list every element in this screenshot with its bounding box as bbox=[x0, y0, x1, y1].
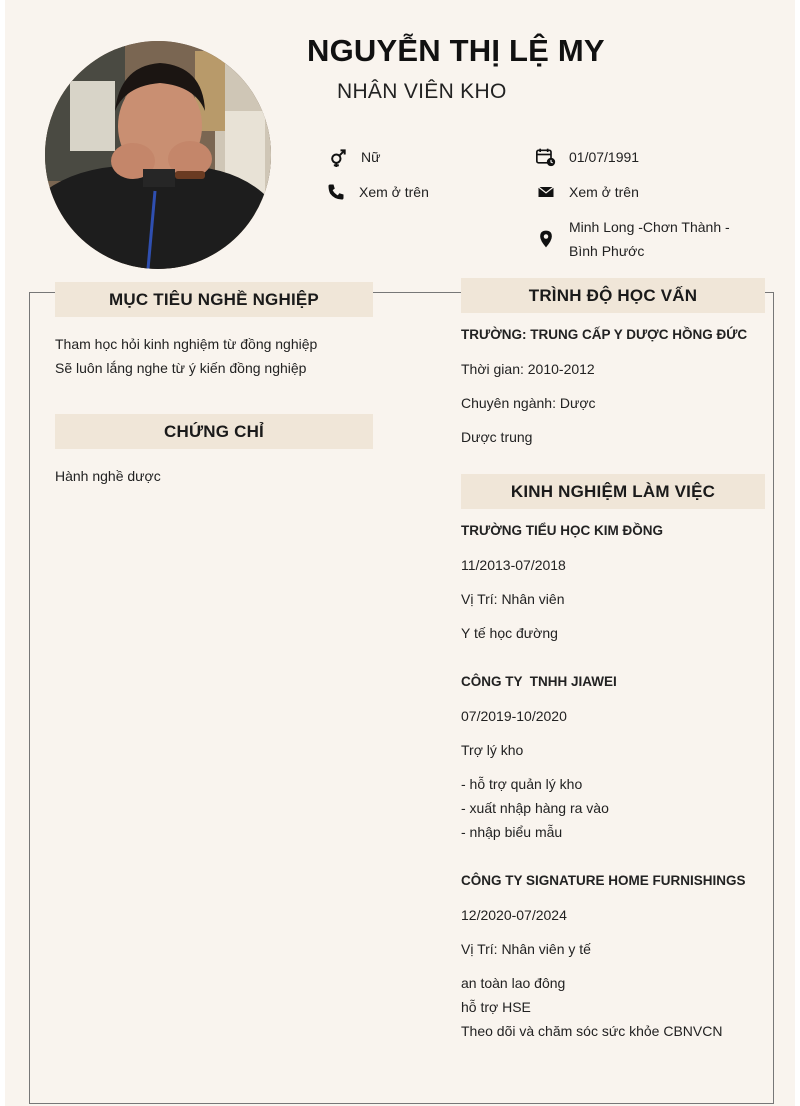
gender-icon bbox=[327, 146, 349, 168]
job-company: CÔNG TY SIGNATURE HOME FURNISHINGS bbox=[461, 873, 746, 888]
career-goal-section bbox=[55, 332, 317, 380]
profile-photo bbox=[45, 41, 271, 269]
birthdate-info bbox=[535, 146, 639, 168]
job-details bbox=[461, 772, 609, 844]
career-goal-line: Tham học hỏi kinh nghiệm từ đồng nghiệp bbox=[55, 336, 318, 352]
gender-info bbox=[327, 146, 380, 168]
job-company: CÔNG TY TNHH JIAWEI bbox=[461, 674, 617, 689]
job-detail: - xuất nhập hàng ra vào bbox=[461, 800, 609, 816]
certificates-heading: CHỨNG CHỈ bbox=[55, 414, 373, 449]
education-major: Chuyên ngành: Dược bbox=[461, 395, 596, 411]
phone-icon bbox=[325, 181, 347, 203]
education-time: Thời gian: 2010-2012 bbox=[461, 361, 595, 377]
career-goal-line: Sẽ luôn lắng nghe từ ý kiến đồng nghiệp bbox=[55, 360, 307, 376]
job-detail: Theo dõi và chăm sóc sức khỏe CBNVCN bbox=[461, 1023, 723, 1039]
certificate-item: Hành nghề dược bbox=[55, 468, 161, 484]
cv-page bbox=[5, 0, 795, 1106]
address-line2: Bình Phước bbox=[569, 243, 645, 259]
address-line1: Minh Long -Chơn Thành - bbox=[569, 219, 730, 235]
email-text: Xem ở trên bbox=[569, 184, 639, 200]
job-detail: - hỗ trợ quản lý kho bbox=[461, 776, 583, 792]
calendar-icon bbox=[535, 146, 557, 168]
job-role: Trợ lý kho bbox=[461, 742, 524, 758]
experience-heading: KINH NGHIỆM LÀM VIỆC bbox=[461, 474, 765, 509]
job-role: Vị Trí: Nhân viên y tế bbox=[461, 941, 591, 957]
job-details bbox=[461, 971, 722, 1043]
email-info bbox=[535, 181, 639, 203]
job-company: TRƯỜNG TIỂU HỌC KIM ĐỒNG bbox=[461, 523, 663, 538]
location-icon bbox=[535, 228, 557, 250]
career-goal-heading: MỤC TIÊU NGHỀ NGHIỆP bbox=[55, 282, 373, 317]
mail-icon bbox=[535, 181, 557, 203]
candidate-position: NHÂN VIÊN KHO bbox=[337, 80, 507, 103]
job-detail: hỗ trợ HSE bbox=[461, 999, 531, 1015]
gender-text: Nữ bbox=[361, 149, 381, 165]
education-level: Dược trung bbox=[461, 429, 533, 445]
education-school: TRƯỜNG: TRUNG CẤP Y DƯỢC HỒNG ĐỨC bbox=[461, 327, 748, 342]
candidate-name: NGUYỄN THỊ LỆ MY bbox=[307, 33, 605, 68]
job-period: 11/2013-07/2018 bbox=[461, 557, 566, 573]
profile-photo-illustration bbox=[45, 41, 271, 269]
phone-text: Xem ở trên bbox=[359, 184, 429, 200]
job-detail: Y tế học đường bbox=[461, 625, 558, 641]
phone-info bbox=[325, 181, 429, 203]
birthdate-text: 01/07/1991 bbox=[569, 149, 640, 165]
job-detail: an toàn lao đông bbox=[461, 975, 566, 991]
address-info bbox=[535, 215, 730, 263]
job-period: 12/2020-07/2024 bbox=[461, 907, 567, 923]
job-detail: - nhập biểu mẫu bbox=[461, 824, 563, 840]
education-heading: TRÌNH ĐỘ HỌC VẤN bbox=[461, 278, 765, 313]
job-role: Vị Trí: Nhân viên bbox=[461, 591, 565, 607]
job-period: 07/2019-10/2020 bbox=[461, 708, 567, 724]
